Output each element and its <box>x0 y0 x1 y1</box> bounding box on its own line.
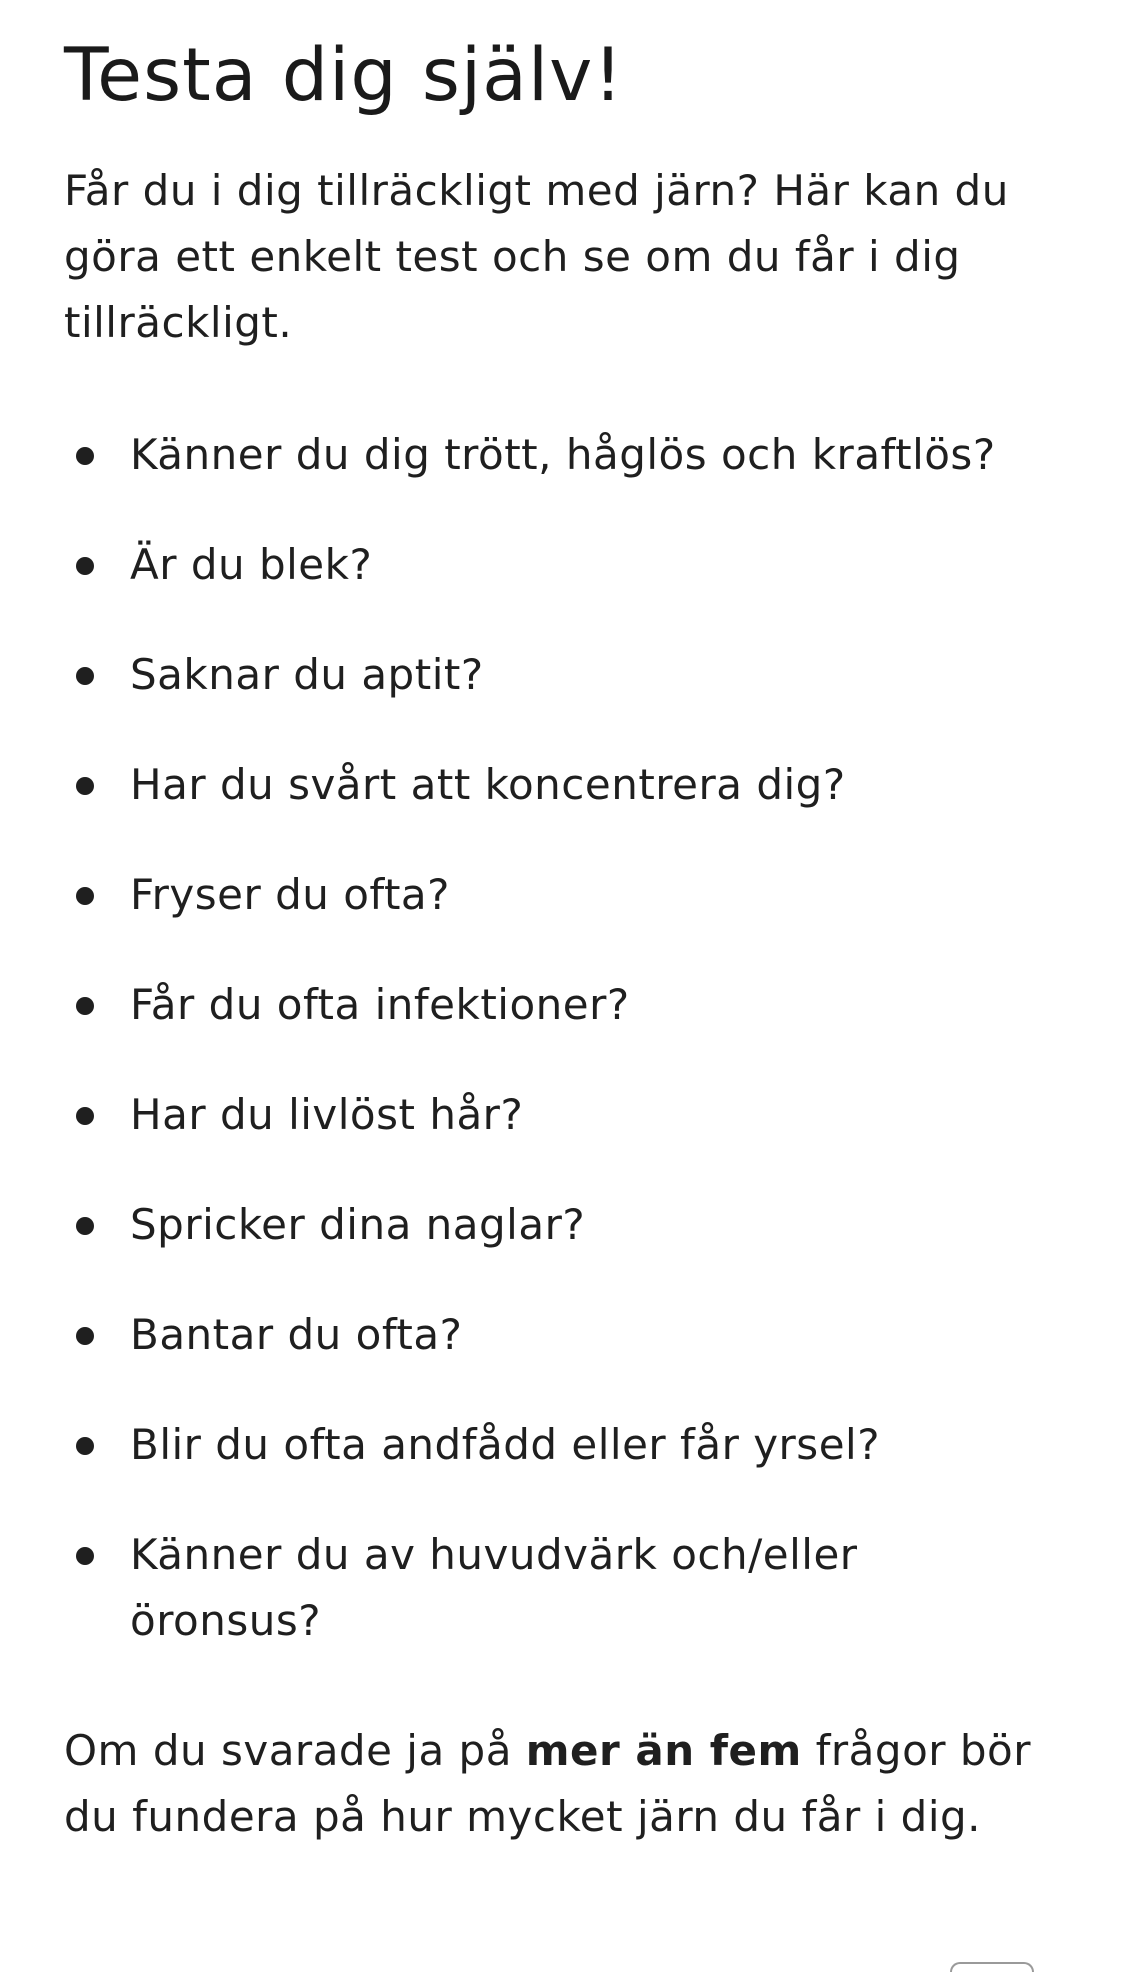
question-text: Känner du dig trött, håglös och kraftlös? <box>130 430 996 479</box>
conclusion-paragraph <box>64 1718 1074 1850</box>
question-text: Har du svårt att koncentrera dig? <box>130 760 846 809</box>
bullet-icon <box>76 887 94 905</box>
list-item <box>64 642 1074 708</box>
question-text: Har du livlöst hår? <box>130 1090 524 1139</box>
bullet-icon <box>76 777 94 795</box>
bullet-icon <box>76 667 94 685</box>
page-title: Testa dig själv! <box>64 33 624 118</box>
list-item <box>64 1302 1074 1368</box>
question-text: Saknar du aptit? <box>130 650 484 699</box>
list-item <box>64 1192 1074 1258</box>
question-text: Fryser du ofta? <box>130 870 450 919</box>
scroll-to-top-button[interactable] <box>950 1962 1034 1972</box>
question-text: Är du blek? <box>130 540 373 589</box>
conclusion-text-start: Om du svarade ja på <box>64 1726 526 1775</box>
bullet-icon <box>76 447 94 465</box>
list-item <box>64 1082 1074 1148</box>
bullet-icon <box>76 1547 94 1565</box>
question-text: Får du ofta infektioner? <box>130 980 630 1029</box>
bullet-icon <box>76 1437 94 1455</box>
bullet-icon <box>76 997 94 1015</box>
article <box>64 0 1074 1850</box>
question-text: Blir du ofta andfådd eller får yrsel? <box>130 1420 880 1469</box>
bullet-icon <box>76 1107 94 1125</box>
question-text: Spricker dina naglar? <box>130 1200 586 1249</box>
list-item <box>64 972 1074 1038</box>
intro-paragraph: Får du i dig tillräckligt med järn? Här kan du göra ett enkelt test och se om du får i dig tillräckligt. <box>64 166 1009 347</box>
bullet-icon <box>76 1327 94 1345</box>
list-item <box>64 1522 1074 1654</box>
list-item <box>64 862 1074 928</box>
question-list <box>64 422 1074 1654</box>
list-item <box>64 752 1074 818</box>
conclusion-text-end: frågor bör du fundera på hur mycket järn du får i dig. <box>64 1726 1032 1841</box>
list-item <box>64 1412 1074 1478</box>
list-item <box>64 532 1074 598</box>
conclusion-emphasis: mer än fem <box>525 1726 802 1775</box>
question-text: Känner du av huvudvärk och/eller öronsus? <box>130 1530 858 1645</box>
bullet-icon <box>76 1217 94 1235</box>
question-text: Bantar du ofta? <box>130 1310 463 1359</box>
list-item <box>64 422 1074 488</box>
bullet-icon <box>76 557 94 575</box>
